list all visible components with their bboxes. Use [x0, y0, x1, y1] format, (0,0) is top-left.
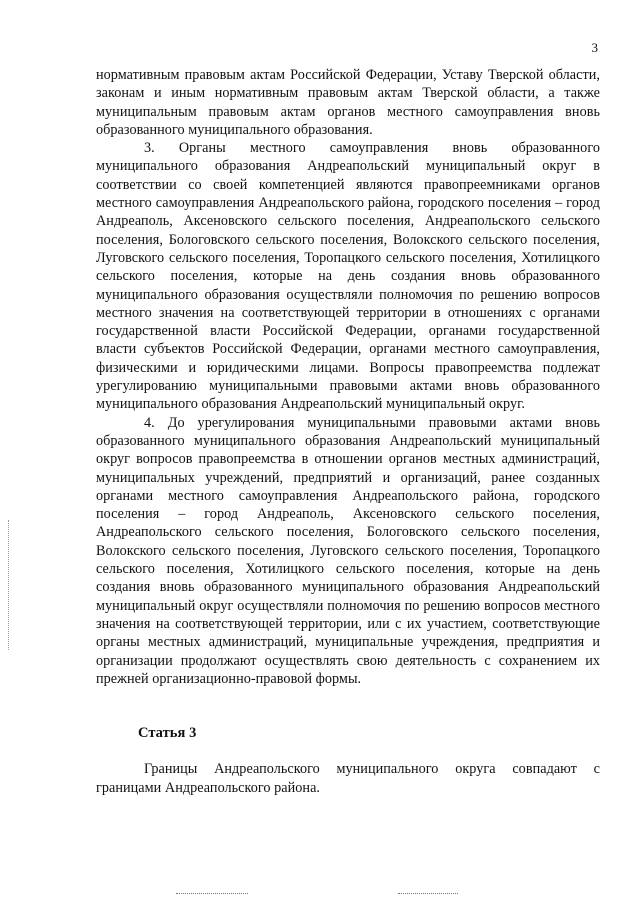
footer-divider-right: [398, 893, 458, 894]
document-body: [96, 66, 600, 797]
paragraph-item-3: 3. Органы местного самоуправления вновь образованного муниципального образования Андреапольский муниципальный округ в соответствии со своей компетенцией являются правопреемниками органов местного самоуправления Андреапольского района, городского поселения – город Андреаполь, Аксеновского сельского поселения, Андреапольского сельского поселения, Бологовского сельского поселения, Волокского сельского поселения, Луговского сельского поселения, Торопацкого сельского поселения, Хотилицкого сельского поселения, которые на день создания вновь образованного муниципального образования осуществляли полномочия по решению вопросов местного значения на соответствующей территории в отношениях с органами государственной власти Российской Федерации, органами государственной власти субъектов Российской Федерации, органами местного самоуправления, физическими и юридическими лицами. Вопросы правопреемства подлежат урегулированию муниципальными правовыми актами вновь образованного муниципального образования Андреапольский муниципальный округ.: [96, 140, 600, 413]
margin-scan-marks: [8, 520, 13, 650]
paragraph-continuation: нормативным правовым актам Российской Федерации, Уставу Тверской области, законам и иным нормативным правовым актам Тверской области, а также муниципальным правовым актам органов местного самоуправления вновь образованного муниципального образования.: [96, 67, 600, 138]
article-text: Границы Андреапольского муниципального округа совпадают с границами Андреапольского района.: [96, 761, 600, 796]
paragraph-item-4: 4. До урегулирования муниципальными правовыми актами вновь образованного муниципального образования Андреапольский муниципальный округ вопросов правопреемства в отношении органов местных администраций, муниципальных учреждений, предприятий и организаций, ранее созданных органами местного самоуправления Андреапольского района, городского поселения – город Андреаполь, Аксеновского сельского поселения, Андреапольского сельского поселения, Бологовского сельского поселения, Волокского сельского поселения, Луговского сельского поселения, Торопацкого сельского поселения, Хотилицкого сельского поселения, которые на день создания вновь образованного муниципального образования Андреапольский муниципальный округ осуществляли полномочия по решению вопросов местного значения на соответствующей территории, или с их участием, соответствующие органы местных администраций, муниципальные учреждения, предприятия и организации продолжают осуществлять свою деятельность с сохранением их прежней организационно-правовой формы.: [96, 414, 600, 687]
footer-divider-left: [176, 893, 248, 894]
article-heading: Статья 3: [138, 725, 197, 742]
page-number: 3: [591, 40, 598, 55]
